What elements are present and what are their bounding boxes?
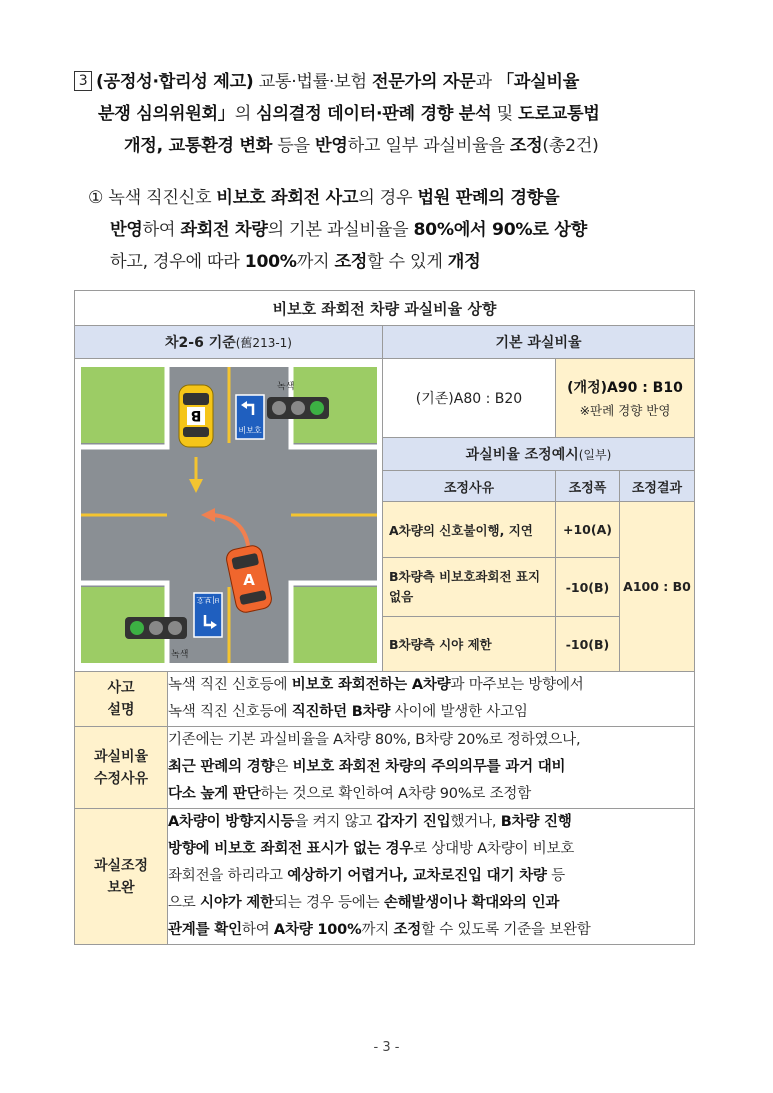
svg-text:A: A (243, 571, 255, 589)
ratio-table (74, 290, 695, 945)
old-ratio: (기존)A80 : B20 (383, 359, 556, 438)
accident-label: 사고 설명 (75, 672, 168, 727)
unprotected-sign-top (236, 395, 264, 439)
reason-desc: 기존에는 기본 과실비율을 A차량 80%, B차량 20%로 정하였으나, 최근 판례의 경향은 비보호 좌회전 차량의 주의의무를 과거 대비 다소 높게 판단하는 것으로 확인하여 A차량 90%로 조정함 (168, 727, 695, 809)
intersection-diagram (81, 367, 377, 663)
svg-text:비보호: 비보호 (196, 595, 220, 604)
diagram-cell (75, 359, 383, 672)
new-ratio-note: ※판례 경향 반영 (579, 403, 671, 418)
col-result: 조정결과 (620, 471, 695, 502)
svg-text:녹색: 녹색 (171, 650, 189, 660)
new-ratio-cell (556, 359, 695, 438)
unprotected-sign-bottom (194, 593, 222, 637)
adjust-result: A100 : B0 (620, 502, 695, 672)
col-reason: 조정사유 (383, 471, 556, 502)
adjust-reason: B차량측 시야 제한 (383, 617, 556, 672)
adjust-amount: -10(B) (556, 558, 620, 617)
adjust-reason: A차량의 신호불이행, 지연 (383, 502, 556, 558)
supplement-desc: A차량이 방향지시등을 켜지 않고 갑자기 진입했거나, B차량 진행 방향에 비보호 좌회전 표시가 없는 경우로 상대방 A차량이 비보호 좌회전을 하리라고 예상하기 어렵거나, 교차로진입 대기 차량 등 으로 시야가 제한되는 경우 등에는 손해발생이나 확대와의 인과 관계를 확인하여 A차량 100%까지 조정할 수 있도록 기준을 보완함 (168, 809, 695, 945)
adjust-amount: -10(B) (556, 617, 620, 672)
section-number: 3 (74, 71, 92, 91)
standard-header: 차2-6 기준(舊213-1) (75, 326, 383, 359)
adjust-header: 과실비율 조정예시(일부) (383, 438, 695, 471)
item-paragraph: ① 녹색 직진신호 비보호 좌회전 사고의 경우 법원 판례의 경향을 반영하여 좌회전 차량의 기본 과실비율을 80%에서 90%로 상향 하고, 경우에 따라 100%까지 조정할 수 있게 개정 (88, 188, 587, 272)
adjust-reason: B차량측 비보호좌회전 표지 없음 (383, 558, 556, 617)
page-number: - 3 - (373, 1040, 400, 1055)
adjust-amount: +10(A) (556, 502, 620, 558)
section-heading: 3 (공정성·합리성 제고) 교통·법률·보험 전문가의 자문과 「과실비율 분쟁 심의위원회」의 심의결정 데이터·판례 경향 분석 및 도로교통법 개정, 교통환경 변화 등을 반영하고 일부 과실비율을 조정(총2건) (74, 66, 714, 162)
accident-desc: 녹색 직진 신호등에 비보호 좌회전하는 A차량과 마주보는 방향에서 녹색 직진 신호등에 직진하던 B차량 사이에 발생한 사고임 (168, 672, 695, 727)
table-title: 비보호 좌회전 차량 과실비율 상향 (75, 291, 695, 326)
svg-text:녹색: 녹색 (277, 382, 295, 392)
svg-text:B: B (190, 407, 202, 423)
base-ratio-header: 기본 과실비율 (383, 326, 695, 359)
supplement-label: 과실조정 보완 (75, 809, 168, 945)
reason-label: 과실비율 수정사유 (75, 727, 168, 809)
col-amount: 조정폭 (556, 471, 620, 502)
svg-text:비보호: 비보호 (238, 426, 262, 435)
traffic-light-top (267, 397, 329, 419)
car-b (179, 385, 213, 447)
traffic-light-bottom (125, 617, 187, 639)
new-ratio: (개정)A90 : B10 (567, 380, 683, 396)
